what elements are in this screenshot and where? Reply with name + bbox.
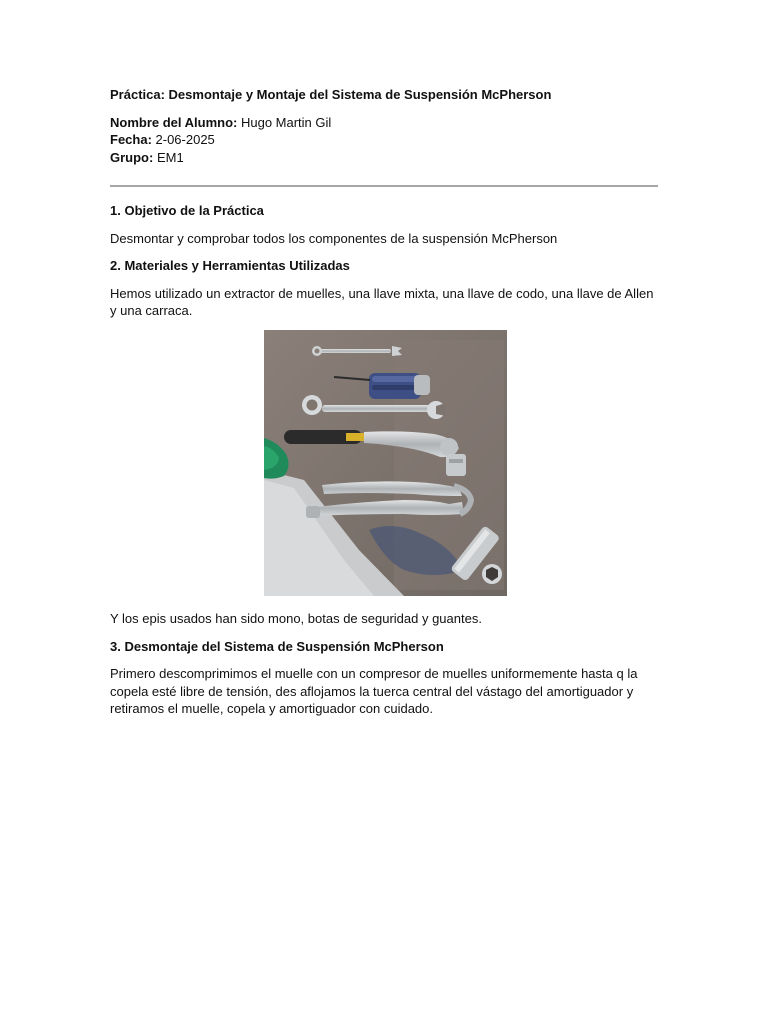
student-name-line [110,114,660,132]
group-value: EM1 [153,149,184,165]
section-1-text: Desmontar y comprobar todos los componentes de la suspensión McPherson [110,230,558,246]
document-title: Práctica: Desmontaje y Montaje del Sistema de Suspensión McPherson [110,87,552,102]
section-3-heading: 3. Desmontaje del Sistema de Suspensión McPherson [110,638,444,654]
student-name-value: Hugo Martin Gil [237,114,332,130]
section-2-heading: 2. Materiales y Herramientas Utilizadas [110,258,350,273]
tools-photo-image [264,330,507,596]
section-3-text: Primero descomprimimos el muelle con un compresor de muelles uniformemente hasta q la copela esté libre de tensión, des aflojamos la tuerca central del vástago del amortiguador y retiramos el muelle, copela y amortiguador con cuidado. [110,666,638,716]
group-line [110,149,660,167]
section-2-text: Hemos utilizado un extractor de muelles, una llave mixta, una llave de codo, una llave de Allen y una carraca. [110,285,654,318]
student-info [110,114,660,167]
tools-photo [264,330,507,596]
student-name-label: Nombre del Alumno: [110,114,238,130]
date-label: Fecha: [110,132,152,147]
horizontal-divider [110,185,658,187]
document-body [110,86,660,728]
date-line [110,131,660,149]
section-2-after-photo-text: Y los epis usados han sido mono, botas de seguridad y guantes. [110,611,482,626]
section-1-heading: 1. Objetivo de la Práctica [110,203,264,218]
group-label: Grupo: [110,149,154,165]
date-value: 2-06-2025 [151,132,215,147]
photo-container [110,330,660,601]
